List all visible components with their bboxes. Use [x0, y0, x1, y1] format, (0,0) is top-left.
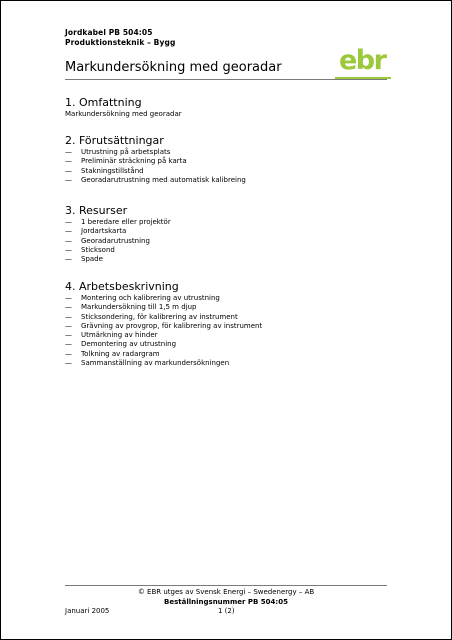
section-heading: 4. Arbetsbeskrivning: [65, 280, 179, 293]
list-item: — Utmärkning av hinder: [65, 331, 158, 340]
list-item: — Utrustning på arbetsplats: [65, 148, 171, 156]
section-heading: 1. Omfattning: [65, 96, 142, 109]
section-omfattning: [65, 96, 182, 119]
list-item: — Montering och kalibrering av utrustning: [65, 294, 220, 302]
dash-bullet: —: [65, 340, 72, 349]
ebr-logo: [335, 39, 391, 79]
dash-bullet: —: [65, 331, 72, 340]
list-item: — Georadarutrustning: [65, 236, 150, 245]
footer-order-number: Beställningsnummer PB 504:05: [164, 598, 288, 606]
dash-bullet: —: [65, 227, 72, 236]
list-item: — Sticksond: [65, 245, 115, 254]
dash-bullet: —: [65, 294, 72, 302]
footer-date: Januari 2005: [65, 607, 110, 615]
footer-page-number: 1 (2): [218, 607, 235, 615]
list-item: — Demontering av utrustning: [65, 340, 177, 349]
dash-bullet: —: [65, 359, 72, 368]
list-item: — Jordartskarta: [65, 227, 127, 236]
dash-bullet: —: [65, 321, 72, 330]
dash-bullet: —: [65, 157, 72, 166]
list-item: — Sammanställning av markundersökningen: [65, 359, 230, 368]
list-item: — Georadarutrustning med automatisk kalibreing: [65, 175, 246, 184]
section-resurser: [65, 204, 171, 264]
footer-copyright: © EBR utges av Svensk Energi – Swedenergy – AB: [137, 588, 315, 596]
list-item: — Stakningstillstånd: [65, 166, 144, 175]
dash-bullet: —: [65, 175, 72, 184]
dash-bullet: —: [65, 303, 72, 312]
list-item: — Sticksondering, för kalibrering av instrument: [65, 312, 238, 321]
title-divider: [65, 79, 387, 80]
header-document-code: Jordkabel PB 504:05: [65, 28, 153, 37]
section-arbetsbeskrivning: [65, 280, 262, 368]
dash-bullet: —: [65, 236, 72, 245]
section-forutsattningar: [65, 134, 246, 185]
page-title: Markundersökning med georadar: [65, 60, 282, 75]
dash-bullet: —: [65, 312, 72, 321]
section-heading: 3. Resurser: [65, 204, 128, 217]
dash-bullet: —: [65, 148, 72, 156]
list-item: — Markundersökning till 1,5 m djup: [65, 303, 197, 312]
header-department: Produktionsteknik – Bygg: [65, 38, 176, 47]
dash-bullet: —: [65, 218, 72, 226]
dash-bullet: —: [65, 245, 72, 254]
list-item: — Grävning av provgrop, för kalibrering av instrument: [65, 321, 263, 330]
section-text: Markundersökning med georadar: [65, 110, 182, 118]
dash-bullet: —: [65, 166, 72, 175]
list-item: — Preliminär sträckning på karta: [65, 157, 187, 166]
section-heading: 2. Förutsättningar: [65, 134, 164, 147]
list-item: — Tolkning av radargram: [65, 349, 160, 358]
list-item: — Spade: [65, 255, 103, 264]
svg-text:ebr: ebr: [339, 45, 386, 76]
footer-divider: [65, 585, 387, 586]
list-item: — 1 beredare eller projektör: [65, 218, 171, 226]
dash-bullet: —: [65, 255, 72, 264]
dash-bullet: —: [65, 349, 72, 358]
